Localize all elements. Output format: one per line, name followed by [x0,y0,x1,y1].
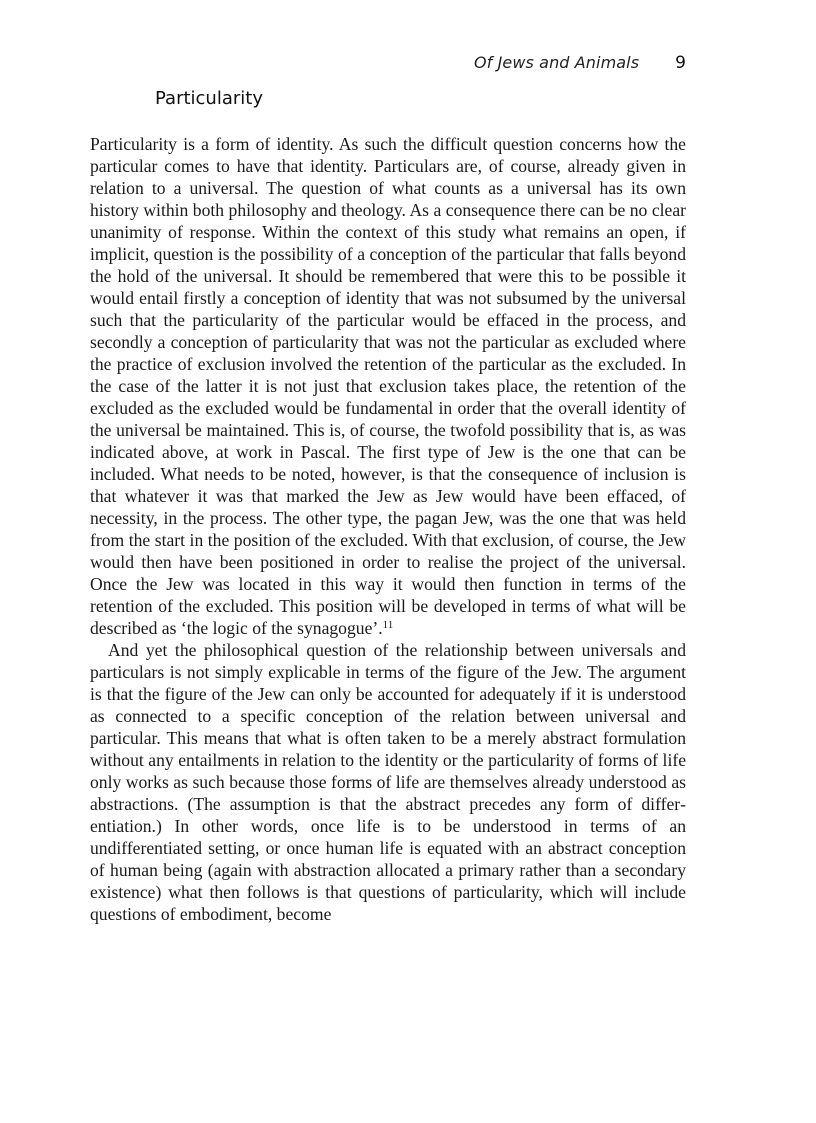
footnote-marker: 11 [382,619,394,631]
body-text [90,133,686,925]
paragraph-1 [90,133,686,639]
page-number: 9 [675,53,686,73]
section-heading: Particularity [155,88,263,109]
running-title: Of Jews and Animals [473,53,640,72]
paragraph-2-text: And yet the philosophical question of the relationship between universals and particulars is not simply explicable in terms of the figure of the Jew. The argument is that the figure of the Jew can only be accounted for adequately if it is understood as connected to a specific conception of the relation between universal and particular. This means that what is often taken to be a merely abstract formulation without any entailments in relation to the identity or the particularity of forms of life only works as such because those forms of life are themselves already understood as abstractions. (The assumption is that the abstract precedes any form of differentiation.) In other words, once life is to be understood in terms of an undifferentiated setting, or once human life is equated with an abstract conception of human being (again with abstraction allocated a primary rather than a secondary existence) what then follows is that questions of particularity, which will include questions of embodiment, become [90,640,686,924]
paragraph-2 [90,639,686,925]
running-header [90,53,686,77]
paragraph-1-text: Particularity is a form of identity. As such the difficult question concerns how the particular comes to have that identity. Particulars are, of course, already given in relation to a universal. The question of what counts as a universal has its own history within both philosophy and theology. As a consequence there can be no clear unanimity of response. Within the context of this study what remains an open, if implicit, question is the possibility of a conception of the particular that falls beyond the hold of the universal. It should be remembered that were this to be possible it would entail firstly a conception of identity that was not subsumed by the universal such that the particularity of the particular would be effaced in the process, and secondly a conception of particularity that was not the particular as excluded where the practice of exclusion involved the retention of the particular as the excluded. In the case of the latter it is not just that exclusion takes place, the retention of the excluded as the excluded would be fundamental in order that the overall identity of the universal be maintained. This is, of course, the twofold possibility that is, as was indicated above, at work in Pascal. The first type of Jew is the one that can be included. What needs to be noted, however, is that the consequence of inclusion is that whatever it was that marked the Jew as Jew would have been effaced, of necessity, in the process. The other type, the pagan Jew, was the one that was held from the start in the position of the excluded. With that exclusion, of course, the Jew would then have been positioned in order to realise the project of the universal. Once the Jew was located in this way it would then function in terms of the retention of the excluded. This position will be developed in terms of what will be described as ‘the logic of the synagogue’. [90,134,686,638]
